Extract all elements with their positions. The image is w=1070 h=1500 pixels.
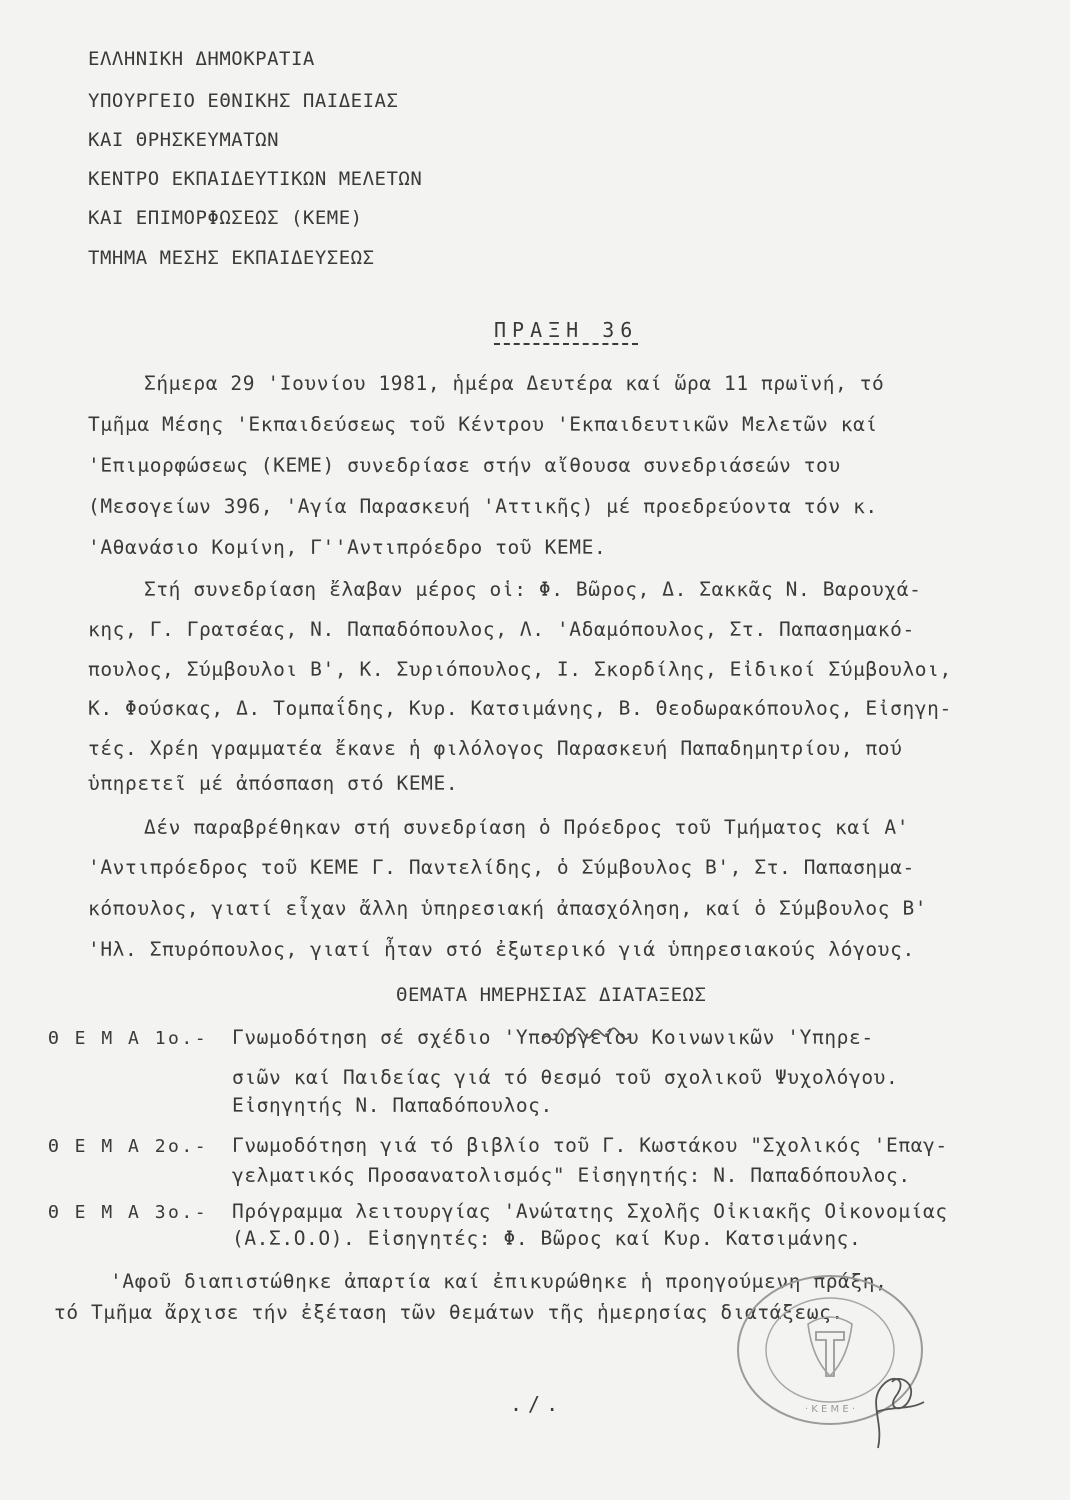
agenda-item-line: σιῶν καί Παιδείας γιά τό θεσμό τοῦ σχολικοῦ Ψυχολόγου. [232,1066,899,1089]
text-line: Τμῆμα Μέσης 'Εκπαιδεύσεως τοῦ Κέντρου 'Εκπαιδευτικῶν Μελετῶν καί [88,413,878,436]
agenda-item-line: Πρόγραμμα λειτουργίας 'Ανώτατης Σχολῆς Οἰκιακῆς Οἰκονομίας [232,1200,948,1223]
text-line: Δέν παραβρέθηκαν στή συνεδρίαση ὁ Πρόεδρος τοῦ Τμήματος καί Α' [144,816,910,839]
text-line: κης, Γ. Γρατσέας, Ν. Παπαδόπουλος, Λ. 'Αδαμόπουλος, Στ. Παπασημακό- [88,618,915,641]
text-line: ὑπηρετεῖ μέ ἀπόσπαση στό ΚΕΜΕ. [88,772,459,795]
text-line: κόπουλος, γιατί εἶχαν ἄλλη ὑπηρεσιακή ἀπασχόληση, καί ὁ Σύμβουλος Β' [88,897,928,920]
agenda-item-line: γελματικός Προσανατολισμός" Εἰσηγητής: Ν. Παπαδόπουλος. [232,1164,911,1187]
agenda-item-line: Γνωμοδότηση γιά τό βιβλίο τοῦ Γ. Κωστάκου "Σχολικός 'Επαγ- [232,1134,948,1157]
agenda-title: ΘΕΜΑΤΑ ΗΜΕΡΗΣΙΑΣ ΔΙΑΤΑΞΕΩΣ [396,984,707,1006]
text-line: 'Ηλ. Σπυρόπουλος, γιατί ἦταν στό ἐξωτερικό γιά ὑπηρεσιακούς λόγους. [88,938,915,961]
svg-text:· Κ Ε Μ Ε ·: · Κ Ε Μ Ε · [804,1404,856,1415]
handwritten-insertion-icon [538,1020,634,1054]
text-line: 'Επιμορφώσεως (ΚΕΜΕ) συνεδρίασε στήν αἴθουσα συνεδριάσεών του [88,454,841,477]
agenda-item-label: Θ Ε Μ Α 3ο.- [48,1202,209,1223]
letterhead-line: ΚΑΙ ΕΠΙΜΟΡΦΩΣΕΩΣ (ΚΕΜΕ) [88,207,363,229]
signature-icon [838,1352,938,1452]
letterhead-line: ΚΑΙ ΘΡΗΣΚΕΥΜΑΤΩΝ [88,129,280,151]
document-title: ΠΡΑΞΗ 36 [494,318,639,342]
text-line: Κ. Φούσκας, Δ. Τομπαΐδης, Κυρ. Κατσιμάνης, Β. Θεοδωρακόπουλος, Εἰσηγη- [88,697,952,720]
text-line: τό Τμῆμα ἄρχισε τήν ἐξέταση τῶν θεμάτων τῆς ἡμερησίας διατάξεως. [54,1301,844,1324]
agenda-item-label: Θ Ε Μ Α 1ο.- [48,1028,209,1049]
text-line: (Μεσογείων 396, 'Αγία Παρασκευή 'Αττικῆς) μέ προεδρεύοντα τόν κ. [88,495,878,518]
letterhead-line: ΕΛΛΗΝΙΚΗ ΔΗΜΟΚΡΑΤΙΑ [88,48,315,70]
letterhead-line: ΤΜΗΜΑ ΜΕΣΗΣ ΕΚΠΑΙΔΕΥΣΕΩΣ [88,247,375,269]
agenda-item-line: Εἰσηγητής Ν. Παπαδόπουλος. [232,1094,553,1117]
text-line: 'Αφοῦ διαπιστώθηκε ἀπαρτία καί ἐπικυρώθηκε ἡ προηγούμενη πράξη, [110,1270,888,1293]
agenda-item-label: Θ Ε Μ Α 2ο.- [48,1136,209,1157]
letterhead-line: ΥΠΟΥΡΓΕΙΟ ΕΘΝΙΚΗΣ ΠΑΙΔΕΙΑΣ [88,90,399,112]
page-continuation-mark: ./. [510,1392,565,1416]
text-line: 'Αντιπρόεδρος τοῦ ΚΕΜΕ Γ. Παντελίδης, ὁ Σύμβουλος Β', Στ. Παπασημα- [88,856,915,879]
agenda-item-line: Γνωμοδότηση σέ σχέδιο 'Υπουργείου Κοινωνικῶν 'Υπηρε- [232,1026,874,1049]
text-line: 'Αθανάσιο Κομίνη, Γ''Αντιπρόεδρο τοῦ ΚΕΜΕ. [88,536,607,559]
text-line: πουλος, Σύμβουλοι Β', Κ. Συριόπουλος, Ι. Σκορδίλης, Εἰδικοί Σύμβουλοι, [88,658,952,681]
text-line: τές. Χρέη γραμματέα ἔκανε ἡ φιλόλογος Παρασκευή Παπαδημητρίου, πού [88,737,903,760]
text-line: Σήμερα 29 'Ιουνίου 1981, ἡμέρα Δευτέρα καί ὥρα 11 πρωϊνή, τό [144,372,885,395]
agenda-item-line: (Α.Σ.Ο.Ο). Εἰσηγητές: Φ. Βῶρος καί Κυρ. Κατσιμάνης. [232,1227,862,1250]
text-line: Στή συνεδρίαση ἔλαβαν μέρος οἱ: Φ. Βῶρος, Δ. Σακκᾶς Ν. Βαρουχά- [144,578,922,601]
letterhead-line: ΚΕΝΤΡΟ ΕΚΠΑΙΔΕΥΤΙΚΩΝ ΜΕΛΕΤΩΝ [88,168,423,190]
